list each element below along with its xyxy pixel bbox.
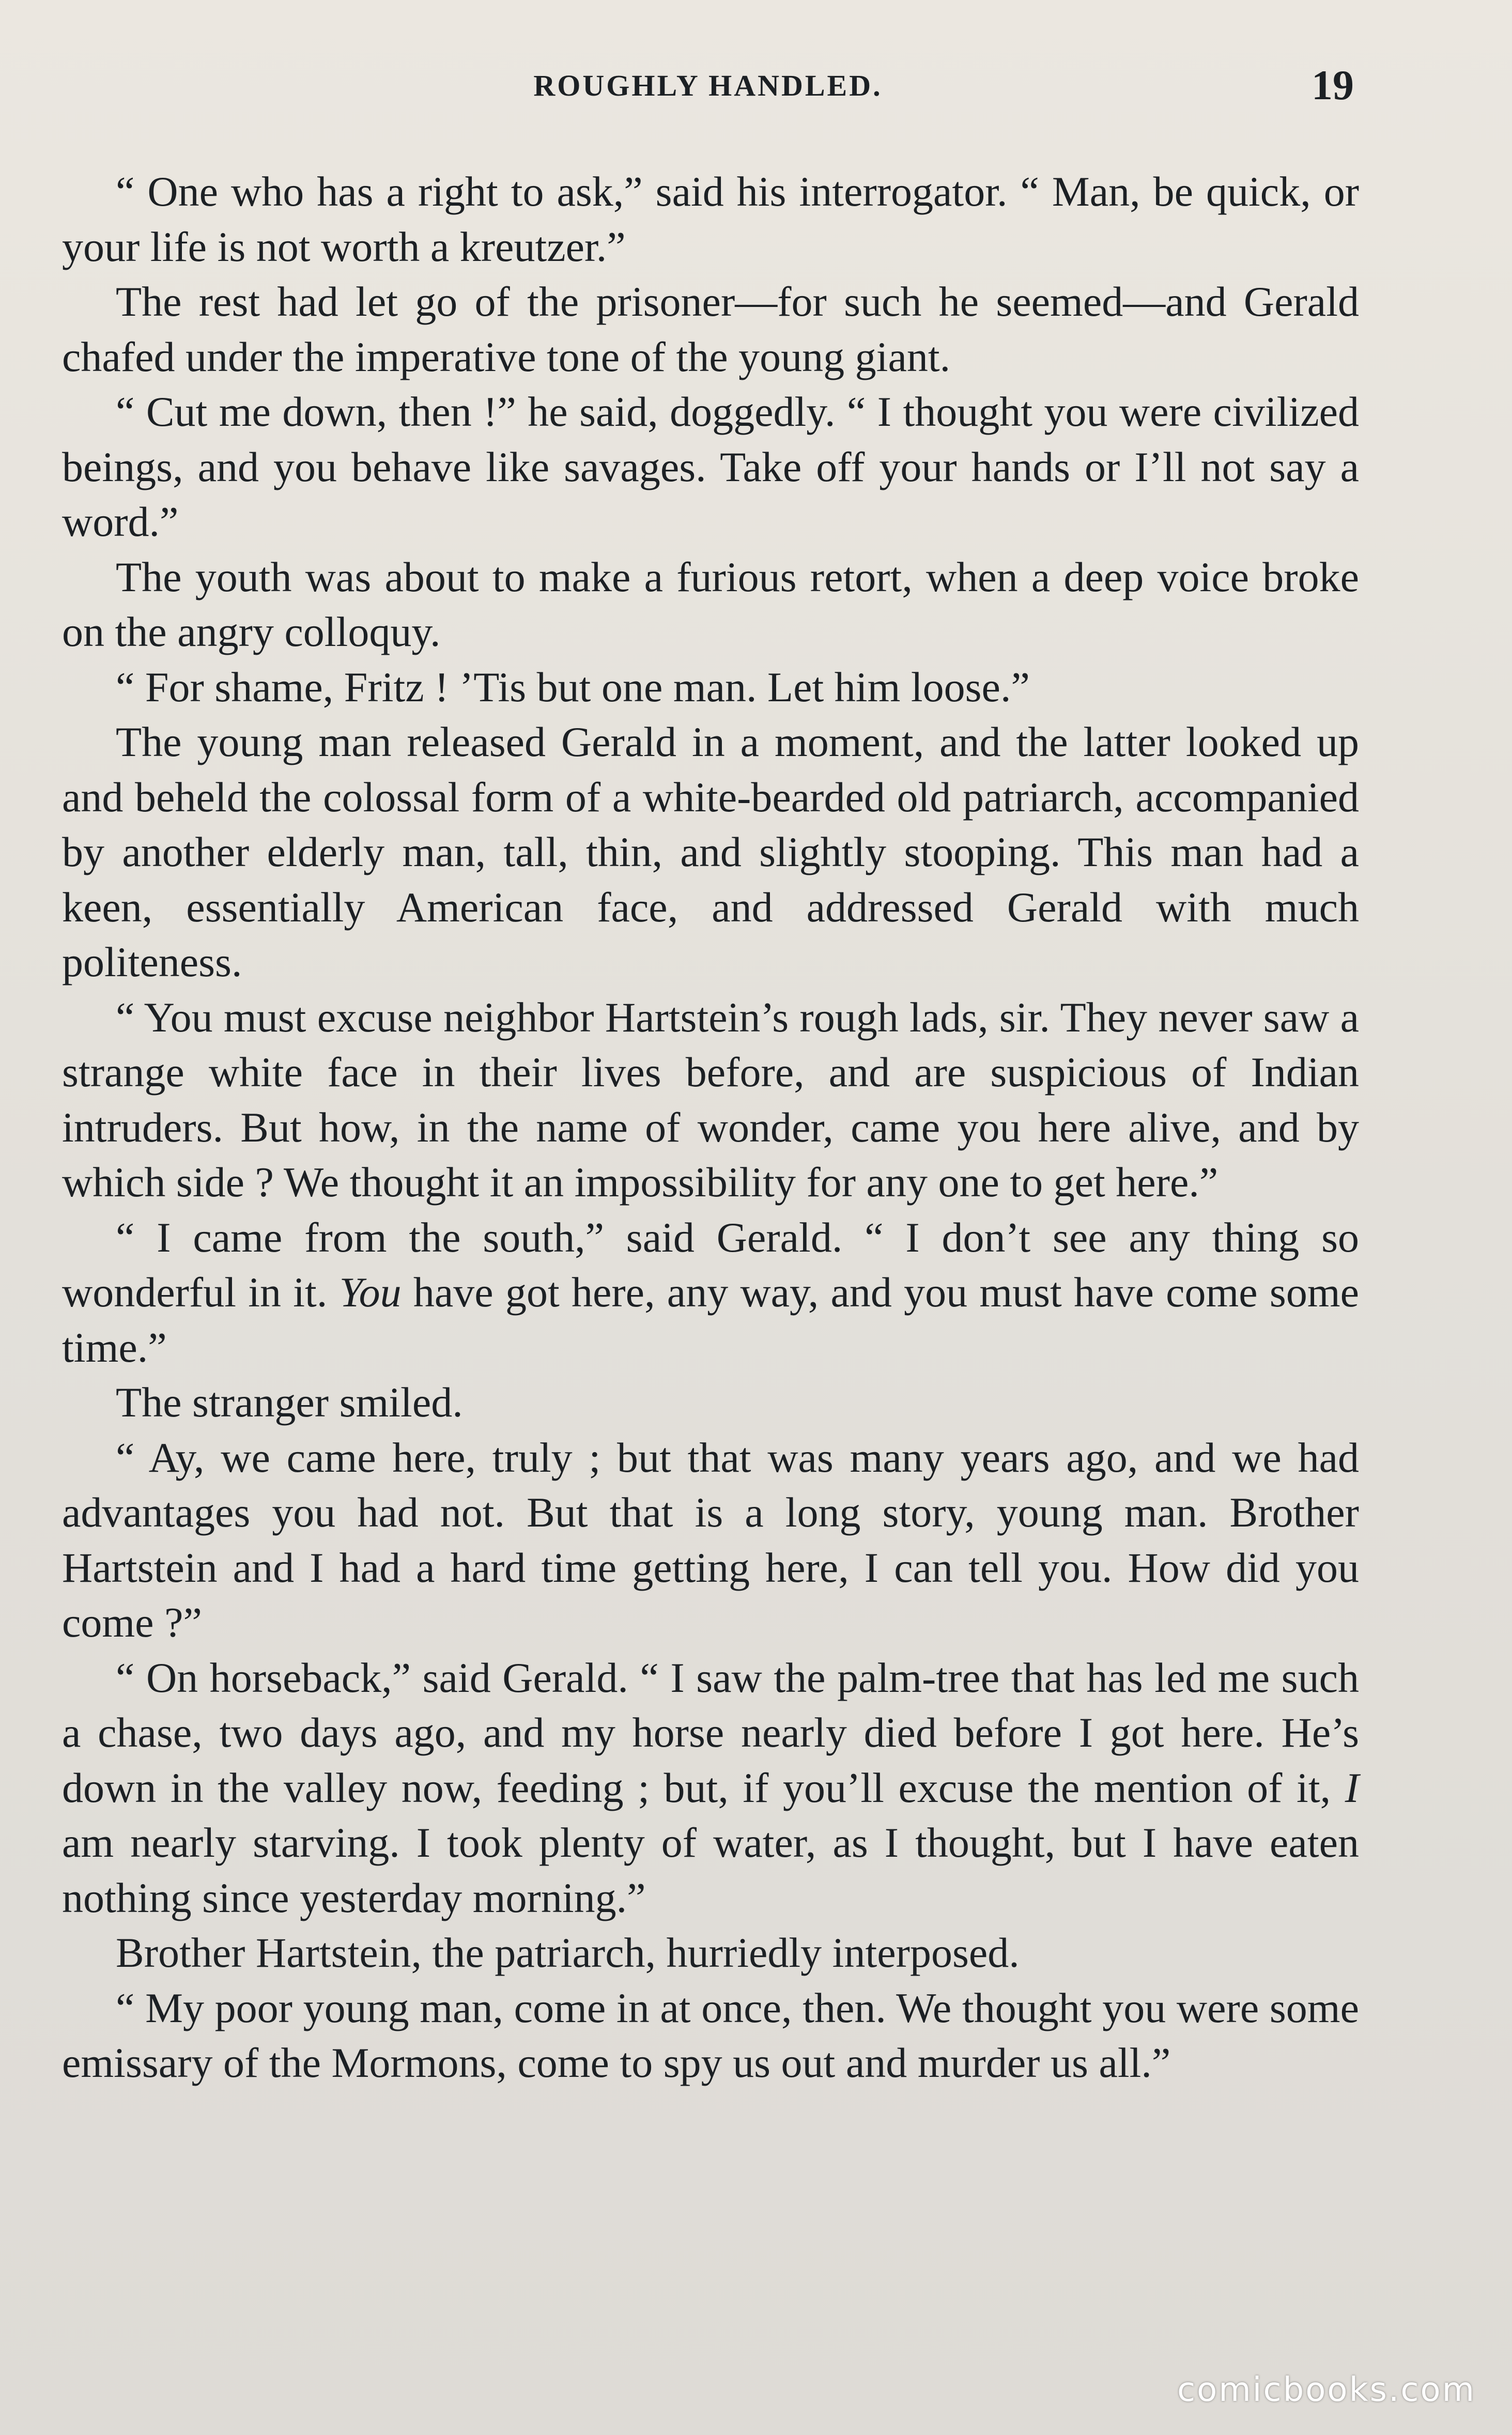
paragraph-text: “ On horseback,” said Gerald. “ I saw the palm-tree that has led me such a chase, two days ago, and my horse nearly died before I got here. He’s down in the valley now, feeding ; but, if you’ll excuse the mention of it, [62,1654,1359,1811]
italic-emphasis: You [339,1269,402,1316]
paragraph [62,1210,1359,1376]
paragraph-text: have got here, any way, and you must have come some time.” [62,1269,1360,1371]
paragraph: The young man released Gerald in a moment, and the latter looked up and beheld the colossal form of a white-bearded old patriarch, accompanied by another elderly man, tall, thin, and slightly stooping. This man had a keen, essentially American face, and addressed Gerald with much politeness. [62,718,1359,985]
paragraph: “ For shame, Fritz ! ’Tis but one man. Let him loose.” [116,663,1030,711]
paragraph: The stranger smiled. [116,1379,463,1426]
paragraph: “ My poor young man, come in at once, then. We thought you were some emissary of the Mormons, come to spy us out and murder us all.” [62,1984,1359,2086]
paragraph: “ Ay, we came here, truly ; but that was many years ago, and we had advantages you had not. But that is a long story, young man. Brother Hartstein and I had a hard time getting here, I can tell you. How did you come ?” [62,1434,1359,1646]
page-number: 19 [1312,61,1354,109]
page-header [62,61,1354,123]
paragraph: “ Cut me down, then !” he said, doggedly. “ I thought you were civilized beings, and you behave like savages. Take off your hands or I’ll not say a word.” [62,388,1359,545]
paragraph: Brother Hartstein, the patriarch, hurriedly interposed. [116,1929,1020,1976]
italic-emphasis: I [1345,1764,1359,1811]
paragraph-text: am nearly starving. I took plenty of water, as I thought, but I have eaten nothing since yesterday morning.” [62,1819,1359,1921]
watermark: comicbooks.com [1177,2371,1476,2409]
paragraph [62,1651,1359,1926]
paragraph-text: “ I came from the south,” said Gerald. “ I don’t see any thing so wonderful in it. [62,1213,1359,1316]
paragraph: “ You must excuse neighbor Hartstein’s rough lads, sir. They never saw a strange white face in their lives before, and are suspicious of Indian intruders. But how, in the name of wonder, came you here alive, and by which side ? We thought it an impossibility for any one to get here.” [62,993,1359,1206]
paragraph: The youth was about to make a furious retort, when a deep voice broke on the angry colloquy. [62,553,1359,655]
running-title: ROUGHLY HANDLED. [533,69,883,102]
paragraph: “ One who has a right to ask,” said his interrogator. “ Man, be quick, or your life is not worth a kreutzer.” [62,168,1359,270]
paragraph: The rest had let go of the prisoner—for such he seemed—and Gerald chafed under the imperative tone of the young giant. [62,278,1359,380]
body-text [62,164,1359,2091]
